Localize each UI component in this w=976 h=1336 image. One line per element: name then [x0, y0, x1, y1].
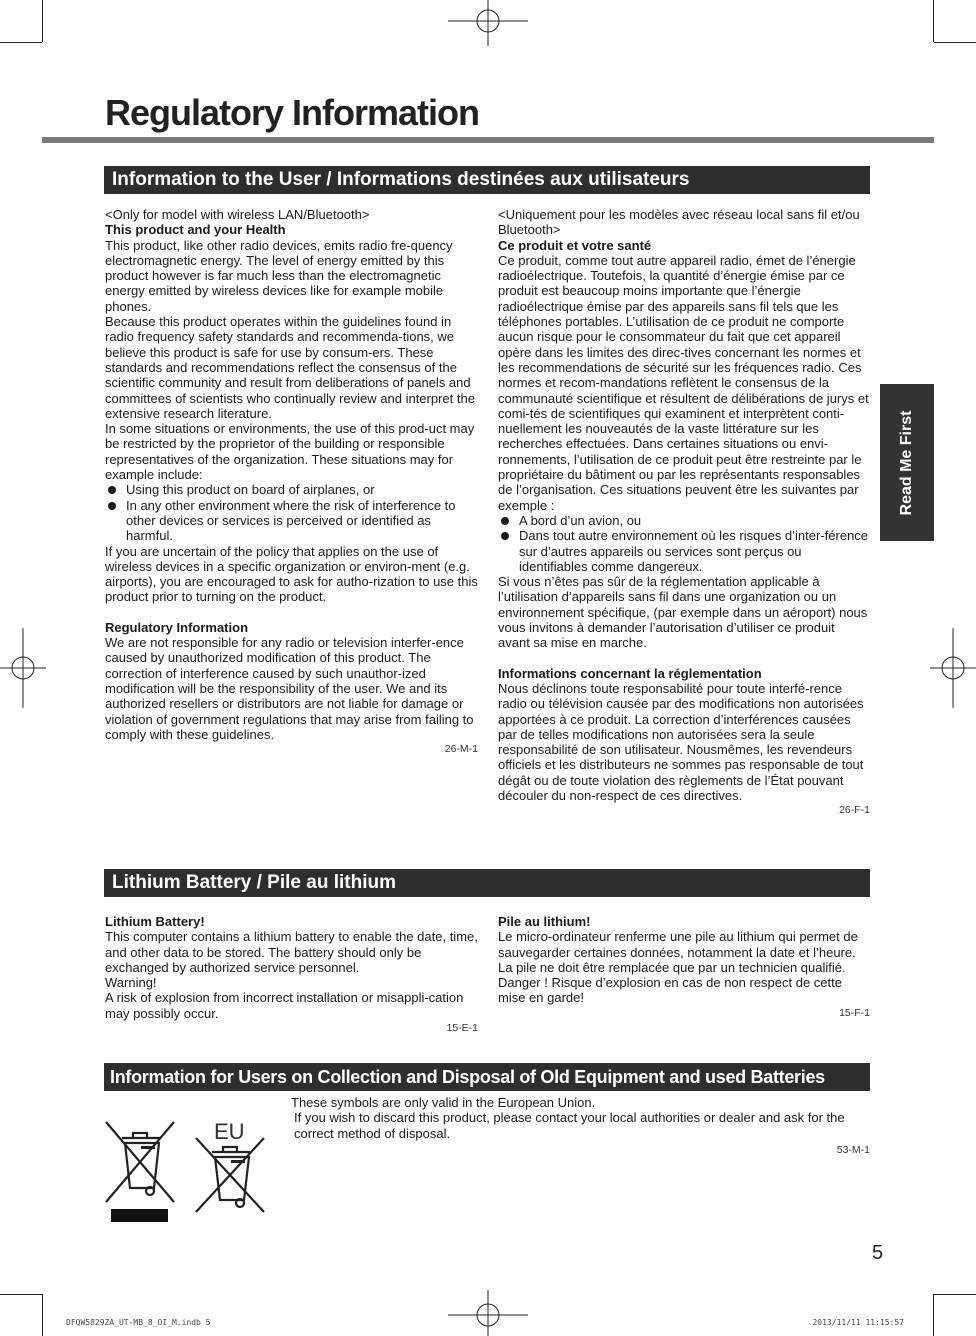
paragraph: Nous déclinons toute responsabilité pour toute interfé-rence radio ou télévision causée par des modifications non autorisées apportées à ce produit. La correction d’interférences causées par de telles modifications non autorisées sera la seule responsabilité de son utilisateur. Nousmêmes, les revendeurs officiels et les distributeurs ne sommes pas responsable de tout dégât ou de toute violation des règlements de l’État pouvant découler du non-respect de ces directives. — [498, 680, 864, 803]
page-number: 5 — [872, 1242, 884, 1264]
paragraph: If you wish to discard this product, please contact your local authorities or dealer and ask for the correct method of disposal. — [294, 1110, 845, 1141]
side-tab — [880, 384, 934, 541]
crossed-bin-icon — [192, 1136, 268, 1214]
crossed-bin-icon — [104, 1118, 176, 1204]
crop-mark — [0, 42, 42, 43]
eu-label: EU — [214, 1119, 245, 1144]
crop-mark — [933, 1294, 934, 1336]
crop-mark — [42, 0, 43, 42]
page-title: Regulatory Information — [105, 92, 480, 133]
model-note: <Uniquement pour les modèles avec réseau local sans fil et/ou Bluetooth> — [498, 207, 860, 238]
list-item: In any other environment where the risk of interference to other devices or services is perceived or identified as harmful. — [105, 498, 478, 544]
title-rule — [42, 137, 934, 143]
paragraph: If you are uncertain of the policy that applies on the use of wireless devices in a specific organization or environ-ment (e.g. airports), you are encouraged to ask for autho-rization to use this product prior to turning on the product. — [105, 543, 478, 605]
footer-file-info: DFQW5829ZA_UT-MB_8_OI_M.indb 5 — [66, 1318, 211, 1327]
section1-french-column — [498, 207, 870, 819]
crop-mark — [933, 0, 934, 42]
paragraph: Warning! — [105, 975, 157, 991]
subheading: Regulatory Information — [105, 619, 249, 635]
list-item: A bord d’un avion, ou — [498, 513, 870, 528]
reference-code: 53-M-1 — [836, 1143, 870, 1156]
paragraph: This computer contains a lithium battery to enable the date, time, and other data to be stored. The battery should only be exchanged by authorized service personnel. — [105, 929, 478, 975]
crop-mark — [42, 1294, 43, 1336]
paragraph: Danger ! Risque d’explosion en cas de non respect de cette mise en garde! — [498, 975, 842, 1006]
section-heading-disposal: Information for Users on Collection and Disposal of Old Equipment and used Batteries — [104, 1063, 870, 1091]
bullet-list — [105, 482, 478, 543]
footer-timestamp: 2013/11/11 11:15:57 — [812, 1318, 904, 1327]
registration-mark-left — [0, 628, 46, 708]
crop-mark — [934, 1294, 976, 1295]
subheading: Informations concernant la réglementation — [498, 665, 762, 681]
section2-english-column — [105, 914, 478, 1036]
list-item: Using this product on board of airplanes, or — [105, 482, 478, 497]
list-item: Dans tout autre environnement où les risques d’inter-férence sur d’autres appareils ou services sont perçus ou identifiables comme dangereux. — [498, 528, 870, 574]
reference-code: 26-F-1 — [839, 804, 870, 817]
section2-french-column — [498, 914, 870, 1021]
subheading: Pile au lithium! — [498, 914, 591, 929]
reference-code: 15-E-1 — [446, 1022, 478, 1035]
reference-code: 15-F-1 — [839, 1006, 870, 1019]
subheading: Lithium Battery! — [105, 914, 205, 929]
registration-mark-right — [930, 628, 976, 708]
paragraph: A risk of explosion from incorrect installation or misappli-cation may possibly occur. — [105, 990, 464, 1021]
paragraph: These symbols are only valid in the European Union. — [291, 1095, 596, 1110]
registration-mark-top — [448, 0, 528, 46]
section3-text — [291, 1095, 870, 1158]
reference-code: 26-M-1 — [444, 743, 478, 756]
paragraph: Le micro-ordinateur renferme une pile au lithium qui permet de sauvegarder certaines données, notamment la date et l’heure. La pile ne doit être remplacée que par un technicien qualifié. — [498, 929, 858, 975]
model-note: <Only for model with wireless LAN/Bluetooth> — [105, 207, 370, 222]
side-tab-label: Read Me First — [898, 410, 915, 515]
registration-mark-bottom — [448, 1290, 528, 1336]
paragraph: This product, like other radio devices, emits radio fre-quency electromagnetic energy. The level of energy emitted by this product however is far much less than the electromagnetic energy emitted by wireless devices like for example mobile phones. — [105, 237, 453, 314]
subheading: Ce produit et votre santé — [498, 237, 652, 253]
black-bar — [111, 1209, 168, 1222]
paragraph: Si vous n’êtes pas sûr de la réglementation applicable à l’utilisation d’appareils sans fil dans une organization ou un environnement spécifique, (par exemple dans un aéroport) nous vous invitons à demander l’autorisation d’utiliser ce produit avant sa mise en marche. — [498, 574, 868, 651]
crop-mark — [934, 42, 976, 43]
section1-english-column — [105, 207, 478, 757]
paragraph: Because this product operates within the guidelines found in radio frequency safety standards and recommenda-tions, we believe this product is safe for use by consum-ers. These standards and recommendations reflect the consensus of the scientific community and result from deliberations of panels and committees of scientists who continually review and interpret the extensive research literature. — [105, 314, 475, 421]
paragraph: Ce produit, comme tout autre appareil radio, émet de l’énergie radioélectrique. Toutefois, la quantité d’énergie émise par ce produit est beaucoup moins importante que l’énergie radioélectrique émise par des appareils sans fil tels que les téléphones portables. L’utilisation de ce produit ne comporte aucun risque pour le consommateur du fait que cet appareil opère dans les limites des direc-tives concernant les normes et les recommendations de sécurité sur les fréquences radio. Ces normes et recom-mandations reflètent le consensus de la communauté scientifique et résultent de délibérations de jurys et comi-tés de scientifiques qui examinent et interprètent conti-nuellement les nouveautés de la vaste littérature sur les recherches effectuées. Dans certaines situations ou envi-ronnements, l’utilisation de ce produit peut être restreinte par le propriétaire du bâtiment ou par les représentants responsables de l’organisation. Ces situations peuvent être les suivantes par exemple : — [498, 252, 869, 513]
section-heading-lithium-battery: Lithium Battery / Pile au lithium — [104, 869, 870, 897]
paragraph: We are not responsible for any radio or television interfer-ence caused by unauthorized modification of this product. The correction of interference caused by such unauthor-ized modification will be the responsibility of the user. We and its authorized resellers or distributors are not liable for damage or violation of government regulations that may arise from failing to comply with these guidelines. — [105, 635, 474, 742]
crop-mark — [0, 1294, 42, 1295]
bullet-list — [498, 513, 870, 574]
paragraph: In some situations or environments, the use of this prod-uct may be restricted by the proprietor of the building or responsible representatives of the organization. These situations may for example include: — [105, 421, 475, 483]
subheading: This product and your Health — [105, 222, 286, 238]
section-heading-user-info: Information to the User / Informations destinées aux utilisateurs — [104, 166, 870, 194]
